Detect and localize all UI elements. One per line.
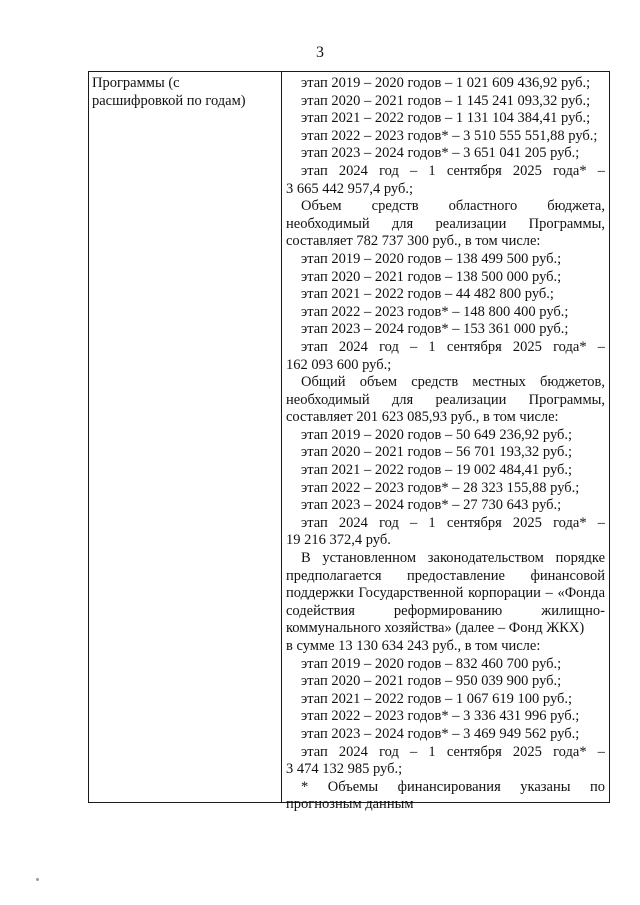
funding-line: прогнозным данным — [286, 796, 414, 813]
funding-line: этап 2022 – 2023 годов* – 28 323 155,88 руб.; — [301, 479, 580, 496]
funding-line: предполагается предоставление финансовой — [286, 567, 605, 584]
funding-line: этап 2021 – 2022 годов – 1 067 619 100 руб.; — [301, 690, 573, 707]
funding-line: этап 2020 – 2021 годов – 56 701 193,32 руб.; — [301, 444, 573, 461]
funding-line: В установленном законодательством порядке — [301, 550, 605, 567]
scan-dot — [36, 878, 39, 881]
funding-line: поддержки Государственной корпорации – «Фонда — [286, 585, 605, 602]
page-number: 3 — [316, 44, 324, 61]
funding-line: этап 2022 – 2023 годов* – 148 800 400 руб.; — [301, 303, 569, 320]
funding-line: этап 2024 год – 1 сентября 2025 года* – — [301, 514, 605, 531]
funding-line: коммунального хозяйства» (далее – Фонд ЖКХ) — [286, 620, 585, 637]
funding-line: этап 2023 – 2024 годов* – 27 730 643 руб.; — [301, 497, 562, 514]
funding-line: содействия реформированию жилищно- — [286, 602, 605, 619]
funding-line: * Объемы финансирования указаны по — [301, 778, 605, 795]
funding-line: этап 2023 – 2024 годов* – 3 651 041 205 руб.; — [301, 145, 580, 162]
funding-line: 162 093 600 руб.; — [286, 356, 392, 373]
funding-line: этап 2023 – 2024 годов* – 3 469 949 562 руб.; — [301, 725, 580, 742]
row-label-line: расшифровкой по годам) — [92, 92, 246, 109]
funding-line: 3 474 132 985 руб.; — [286, 761, 403, 778]
funding-line: этап 2019 – 2020 годов – 50 649 236,92 руб.; — [301, 426, 573, 443]
funding-line: этап 2020 – 2021 годов – 950 039 900 руб.; — [301, 673, 562, 690]
funding-line: этап 2022 – 2023 годов* – 3 336 431 996 руб.; — [301, 708, 580, 725]
funding-line: необходимый для реализации Программы, — [286, 215, 605, 232]
funding-line: этап 2021 – 2022 годов – 44 482 800 руб.; — [301, 286, 554, 303]
funding-line: составляет 782 737 300 руб., в том числе: — [286, 233, 541, 250]
funding-line: этап 2020 – 2021 годов – 1 145 241 093,32 руб.; — [301, 92, 591, 109]
funding-line: этап 2020 – 2021 годов – 138 500 000 руб.; — [301, 268, 562, 285]
program-funding-table — [88, 71, 610, 813]
funding-details-cell — [282, 72, 609, 813]
funding-line: этап 2022 – 2023 годов* – 3 510 555 551,88 руб.; — [301, 127, 598, 144]
funding-line: этап 2019 – 2020 годов – 138 499 500 руб.; — [301, 250, 562, 267]
funding-line: этап 2019 – 2020 годов – 1 021 609 436,92 руб.; — [301, 75, 591, 91]
funding-line: этап 2024 год – 1 сентября 2025 года* – — [301, 743, 605, 760]
funding-line: этап 2021 – 2022 годов – 1 131 104 384,41 руб.; — [301, 110, 591, 127]
funding-line: этап 2024 год – 1 сентября 2025 года* – — [301, 338, 605, 355]
row-label-cell — [89, 72, 282, 802]
row-label-line: Программы (с — [92, 75, 180, 91]
funding-line: этап 2024 год – 1 сентября 2025 года* – — [301, 162, 605, 179]
funding-line: этап 2023 – 2024 годов* – 153 361 000 руб.; — [301, 321, 569, 338]
funding-line: этап 2019 – 2020 годов – 832 460 700 руб.; — [301, 655, 562, 672]
funding-line: этап 2021 – 2022 годов – 19 002 484,41 руб.; — [301, 462, 573, 479]
funding-line: 3 665 442 957,4 руб.; — [286, 180, 414, 197]
funding-line: Объем средств областного бюджета, — [301, 198, 605, 215]
funding-line: 19 216 372,4 руб. — [286, 532, 391, 549]
funding-line: составляет 201 623 085,93 руб., в том числе: — [286, 409, 559, 426]
funding-line: в сумме 13 130 634 243 руб., в том числе: — [286, 638, 541, 654]
funding-line: необходимый для реализации Программы, — [286, 391, 605, 408]
funding-line: Общий объем средств местных бюджетов, — [301, 374, 605, 391]
